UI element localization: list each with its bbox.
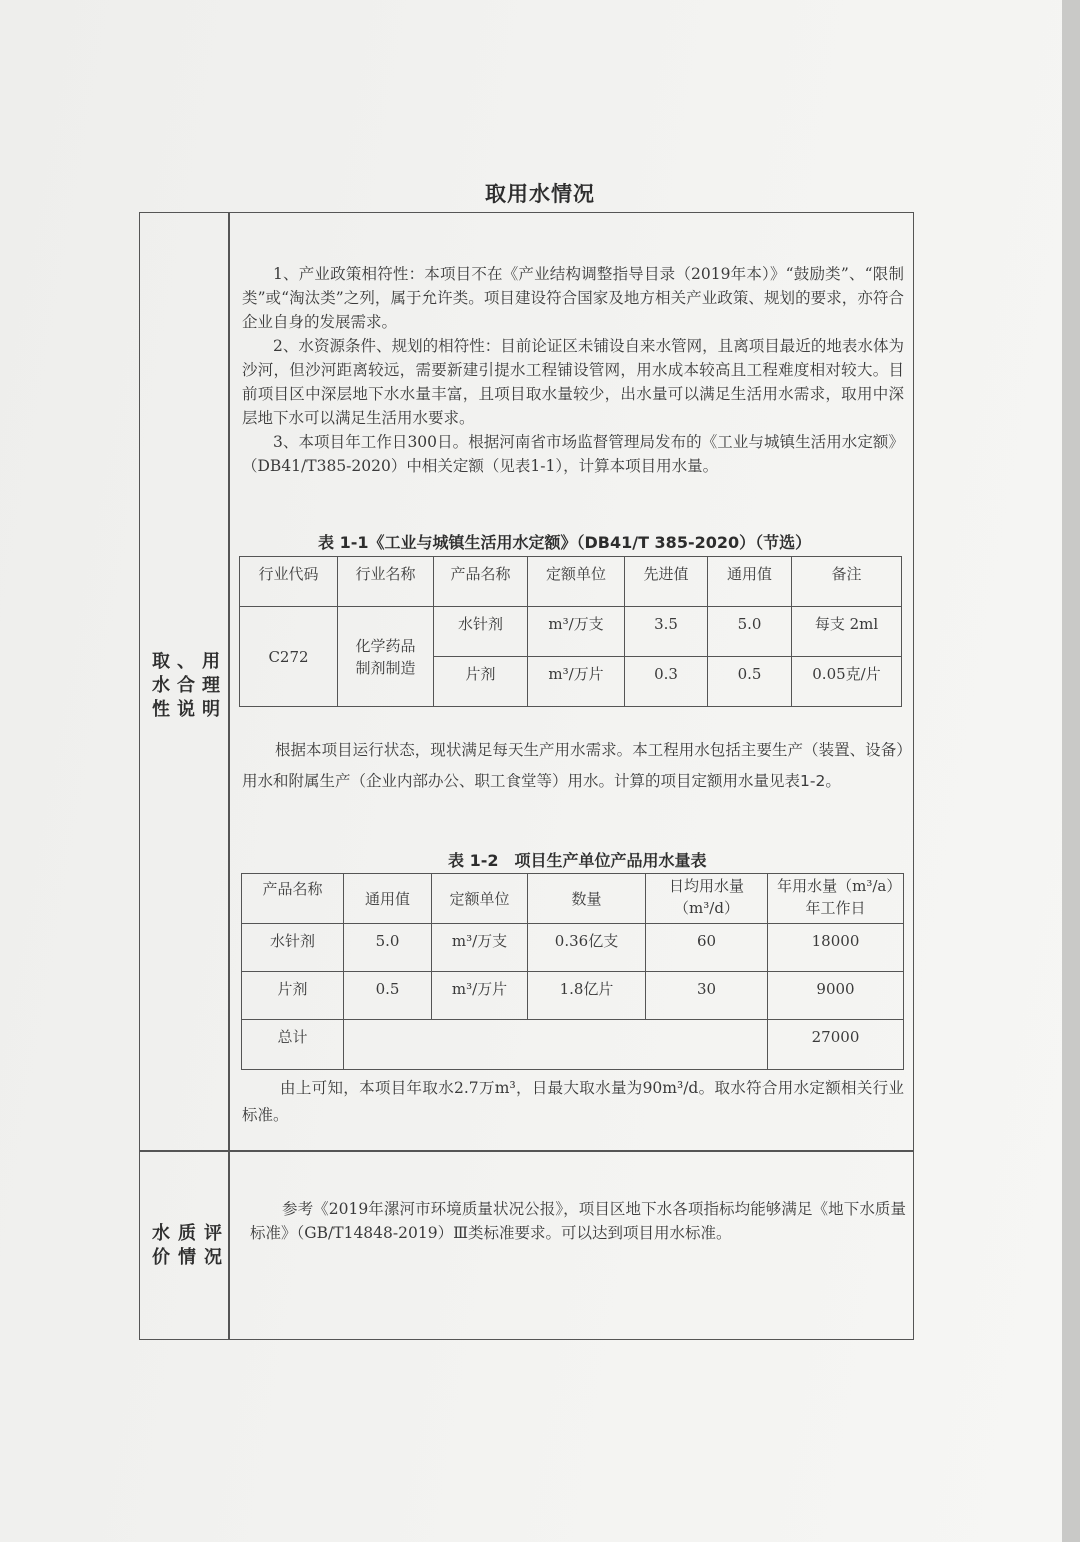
table1-header: 产品名称 (434, 557, 528, 607)
table1-cell: 每支 2ml (792, 607, 902, 657)
table2-cell: m³/万片 (432, 972, 528, 1020)
table2-cell: 9000 (768, 972, 904, 1020)
table2-header-row (242, 874, 904, 924)
industry-name-cell: 化学药品制剂制造 (338, 607, 434, 707)
water-use-table (241, 873, 904, 1070)
table2-header: 数量 (528, 874, 646, 924)
table-row (240, 607, 902, 657)
table1-header-row (240, 557, 902, 607)
table1-header: 备注 (792, 557, 902, 607)
table2-cell: m³/万支 (432, 924, 528, 972)
quota-table (239, 556, 902, 707)
section1-label-line: 取、用 (152, 651, 220, 672)
table2-cell: 水针剂 (242, 924, 344, 972)
table1-header: 定额单位 (528, 557, 625, 607)
section2-label-line: 价情况 (152, 1247, 222, 1268)
table2-caption: 表 1-2 项目生产单位产品用水量表 (448, 851, 707, 870)
table1-caption: 表 1-1《工业与城镇生活用水定额》（DB41/T 385-2020）（节选） (318, 533, 812, 552)
workday-paragraph: 3、本项目年工作日300日。根据河南省市场监督管理局发布的《工业与城镇生活用水定额》（DB41/T385-2020）中相关定额（见表1-1），计算本项目用水量。 (242, 433, 904, 475)
table2-cell: 片剂 (242, 972, 344, 1020)
table1-cell: 5.0 (708, 607, 792, 657)
table-row (242, 972, 904, 1020)
section1-label-line: 水合理 (152, 675, 220, 696)
table2-total-row (242, 1020, 904, 1070)
section2-label-line: 水质评 (152, 1223, 222, 1244)
table1-header: 行业代码 (240, 557, 338, 607)
table1-header: 行业名称 (338, 557, 434, 607)
section1-label-line: 性说明 (152, 699, 220, 720)
table2-header: 日均用水量（m³/d） (646, 874, 768, 924)
total-annual-cell: 27000 (768, 1020, 904, 1070)
table1-cell: 0.05克/片 (792, 657, 902, 707)
table1-cell: 3.5 (625, 607, 708, 657)
table2-header: 年用水量（m³/a）年工作日 (768, 874, 904, 924)
page-edge-shadow (1062, 0, 1080, 1542)
section-divider (139, 1150, 914, 1152)
section1-label (152, 650, 220, 722)
table2-cell: 1.8亿片 (528, 972, 646, 1020)
table2-cell: 0.36亿支 (528, 924, 646, 972)
table1-cell: 0.3 (625, 657, 708, 707)
water-quality-paragraph: 参考《2019年漯河市环境质量状况公报》，项目区地下水各项指标均能够满足《地下水质量标准》（GB/T14848-2019）Ⅲ类标准要求。可以达到项目用水标准。 (250, 1200, 906, 1242)
label-column-divider (228, 212, 230, 1340)
water-resource-paragraph: 2、水资源条件、规划的相符性：目前论证区未铺设自来水管网，且离项目最近的地表水体为沙河，但沙河距离较远，需要新建引提水工程铺设管网，用水成本较高且工程难度相对较大。目前项目区中深层地下水水量丰富，且项目取水量较少，出水量可以满足生活用水需求，取用中深层地下水可以满足生活用水要求。 (242, 337, 904, 427)
policy-paragraph: 1、产业政策相符性：本项目不在《产业结构调整指导目录（2019年本）》“鼓励类”、“限制类”或“淘汰类”之列，属于允许类。项目建设符合国家及地方相关产业政策、规划的要求，亦符合企业自身的发展需求。 (242, 265, 904, 331)
table2-cell: 18000 (768, 924, 904, 972)
industry-code-cell: C272 (240, 607, 338, 707)
table2-header: 通用值 (344, 874, 432, 924)
table1-header: 先进值 (625, 557, 708, 607)
table2-header: 产品名称 (242, 874, 344, 924)
table2-cell: 5.0 (344, 924, 432, 972)
operation-paragraph: 根据本项目运行状态，现状满足每天生产用水需求。本工程用水包括主要生产（装置、设备）用水和附属生产（企业内部办公、职工食堂等）用水。计算的项目定额用水量见表1-2。 (242, 741, 904, 790)
table2-cell: 30 (646, 972, 768, 1020)
table1-cell: m³/万支 (528, 607, 625, 657)
table2-header: 定额单位 (432, 874, 528, 924)
table-row (242, 924, 904, 972)
table2-cell: 0.5 (344, 972, 432, 1020)
total-label-cell: 总计 (242, 1020, 344, 1070)
section2-label (152, 1222, 222, 1270)
table1-cell: 水针剂 (434, 607, 528, 657)
table1-cell: m³/万片 (528, 657, 625, 707)
table1-cell: 片剂 (434, 657, 528, 707)
table1-header: 通用值 (708, 557, 792, 607)
table1-cell: 0.5 (708, 657, 792, 707)
table2-cell: 60 (646, 924, 768, 972)
total-empty-cell (344, 1020, 768, 1070)
page-title: 取用水情况 (485, 182, 595, 206)
conclusion-paragraph: 由上可知，本项目年取水2.7万m³，日最大取水量为90m³/d。取水符合用水定额相关行业标准。 (242, 1079, 904, 1124)
